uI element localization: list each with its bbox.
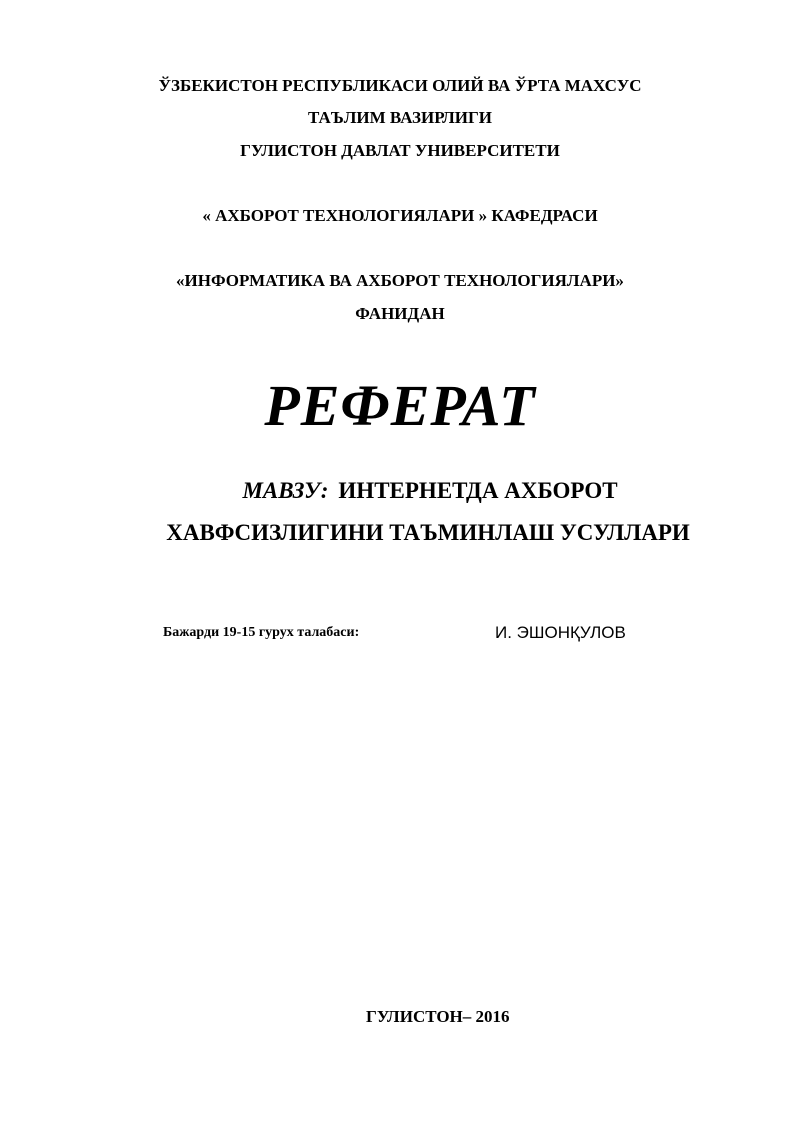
topic-line-2: ХАВФСИЗЛИГИНИ ТАЪМИНЛАШ УСУЛЛАРИ: [166, 520, 690, 545]
city-year: ГУЛИСТОН– 2016: [366, 1007, 510, 1026]
performer-label: Бажарди 19-15 гурух талабаси:: [163, 625, 360, 640]
subject-line-2: ФАНИДАН: [355, 304, 445, 323]
topic-label: МАВЗУ:: [242, 478, 329, 503]
department-name: « АХБОРОТ ТЕХНОЛОГИЯЛАРИ » КАФЕДРАСИ: [202, 206, 598, 225]
document-type-title: РЕФЕРАТ: [264, 373, 536, 438]
university-name: ГУЛИСТОН ДАВЛАТ УНИВЕРСИТЕТИ: [240, 141, 560, 160]
performer-name: И. ЭШОНҚУЛОВ: [495, 623, 626, 642]
subject-line-1: «ИНФОРМАТИКА ВА АХБОРОТ ТЕХНОЛОГИЯЛАРИ»: [176, 271, 624, 290]
topic-line-1: [0, 478, 800, 504]
ministry-line-1: ЎЗБЕКИСТОН РЕСПУБЛИКАСИ ОЛИЙ ВА ЎРТА МАХСУС: [158, 76, 642, 95]
ministry-line-2: ТАЪЛИМ ВАЗИРЛИГИ: [307, 108, 493, 127]
topic-text-1: ИНТЕРНЕТДА АХБОРОТ: [338, 478, 618, 503]
